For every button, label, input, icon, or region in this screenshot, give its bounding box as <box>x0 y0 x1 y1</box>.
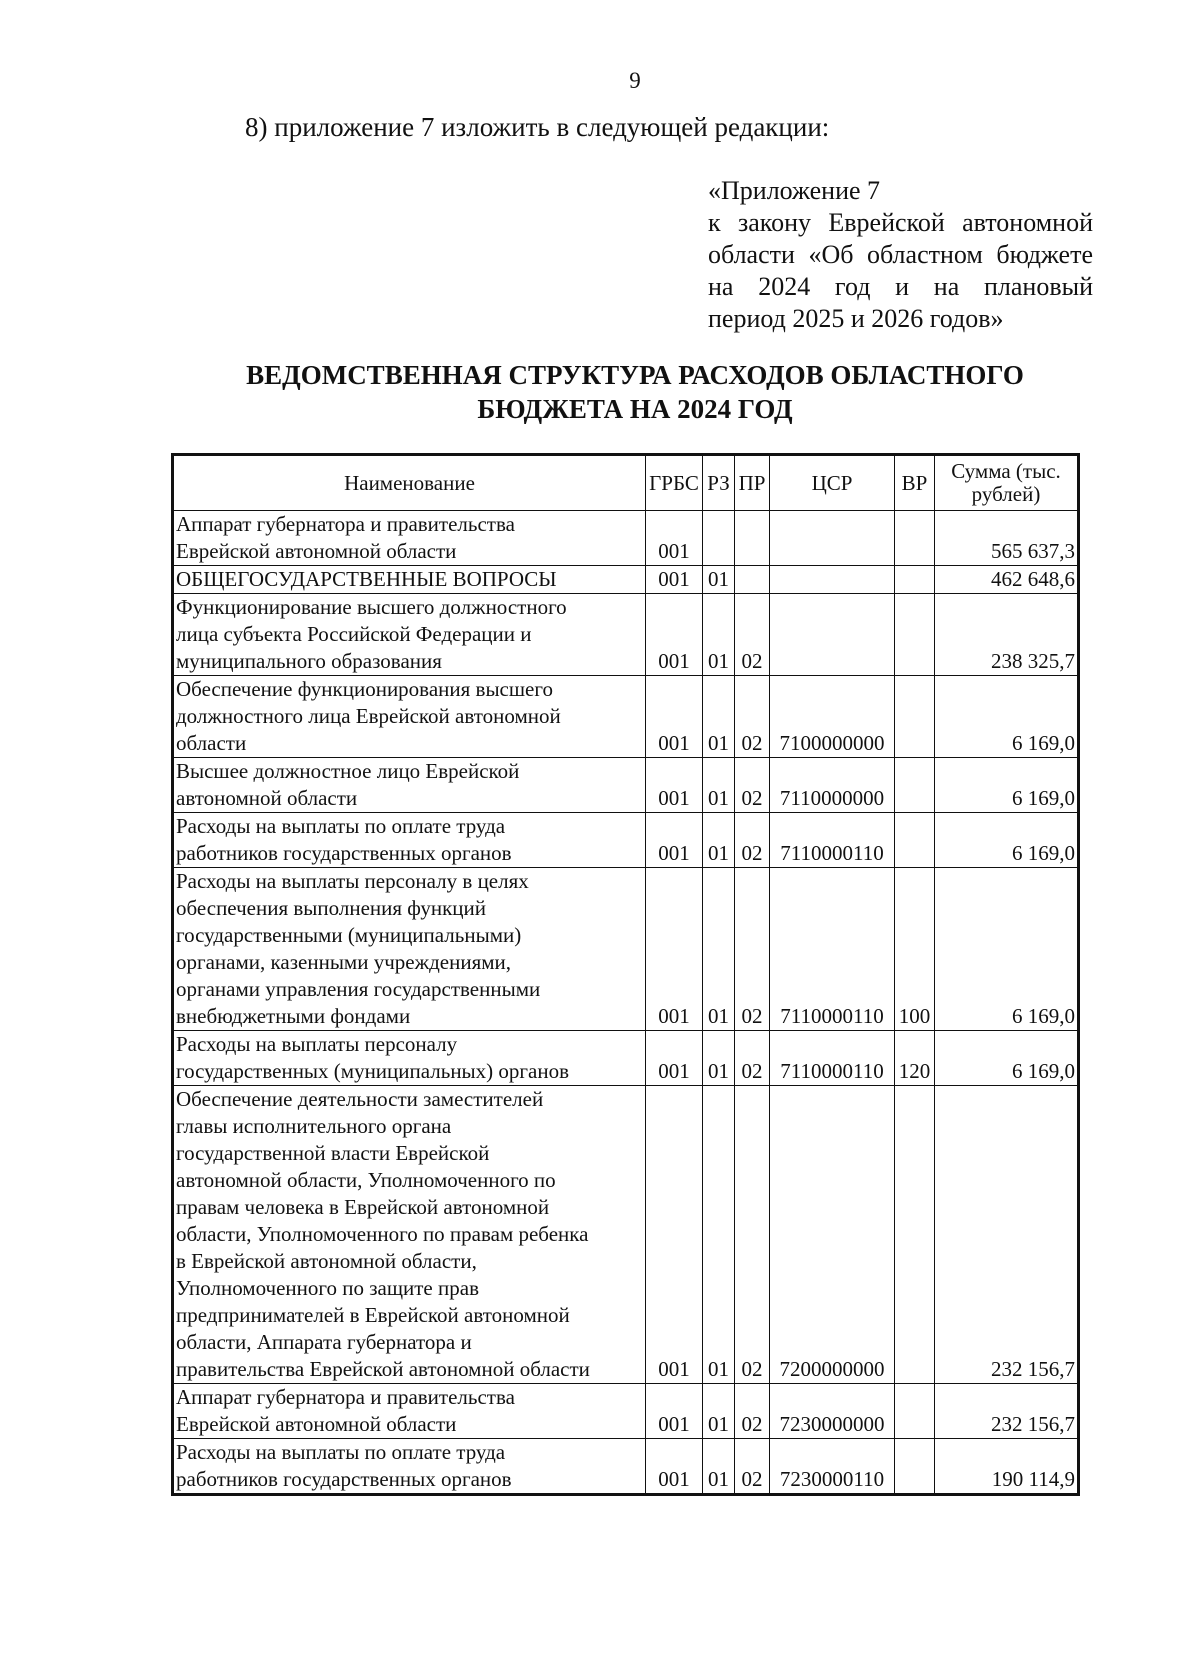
table-row <box>174 758 1078 813</box>
cell-vr <box>895 1086 935 1384</box>
cell-name-line: государственными (муниципальными) <box>176 923 522 947</box>
cell-vr <box>895 758 935 813</box>
cell-grbs: 001 <box>646 813 703 868</box>
cell-rz: 01 <box>703 676 735 758</box>
cell-sum: 6 169,0 <box>935 1031 1078 1086</box>
table-row <box>174 676 1078 758</box>
cell-sum: 6 169,0 <box>935 676 1078 758</box>
cell-name <box>174 758 646 813</box>
cell-grbs: 001 <box>646 511 703 566</box>
cell-pr: 02 <box>735 594 770 676</box>
cell-name <box>174 1086 646 1384</box>
cell-name-line: области, Уполномоченного по правам ребенка <box>176 1222 589 1246</box>
cell-pr: 02 <box>735 1384 770 1439</box>
cell-name-line: органами, казенными учреждениями, <box>176 950 512 974</box>
cell-sum: 232 156,7 <box>935 1086 1078 1384</box>
table-row <box>174 511 1078 566</box>
cell-pr: 02 <box>735 1031 770 1086</box>
cell-pr: 02 <box>735 813 770 868</box>
cell-pr <box>735 566 770 594</box>
cell-name <box>174 1031 646 1086</box>
cell-name-line: Уполномоченного по защите прав <box>176 1276 479 1300</box>
cell-csr: 7110000110 <box>770 868 895 1031</box>
cell-grbs: 001 <box>646 1086 703 1384</box>
cell-name-line: в Еврейской автономной области, <box>176 1249 477 1273</box>
cell-name-line: работников государственных органов <box>176 1467 512 1491</box>
cell-name-line: Еврейской автономной области <box>176 1412 457 1436</box>
title-line: ВЕДОМСТВЕННАЯ СТРУКТУРА РАСХОДОВ ОБЛАСТНОГО <box>246 360 1024 390</box>
cell-name-line: Высшее должностное лицо Еврейской <box>176 759 520 783</box>
cell-name-line: государственной власти Еврейской <box>176 1141 490 1165</box>
table-header-row <box>174 456 1078 511</box>
cell-sum: 6 169,0 <box>935 758 1078 813</box>
cell-sum: 238 325,7 <box>935 594 1078 676</box>
cell-pr: 02 <box>735 758 770 813</box>
cell-name-line: Еврейской автономной области <box>176 539 457 563</box>
cell-sum: 565 637,3 <box>935 511 1078 566</box>
cell-name-line: Расходы на выплаты по оплате труда <box>176 814 506 838</box>
document-title <box>0 358 1200 426</box>
cell-name-line: области <box>176 731 247 755</box>
cell-name-line: внебюджетными фондами <box>176 1004 411 1028</box>
appendix-reference <box>708 175 1093 335</box>
cell-name-line: правительства Еврейской автономной области <box>176 1357 590 1381</box>
cell-name-line: автономной области, Уполномоченного по <box>176 1168 556 1192</box>
cell-rz: 01 <box>703 758 735 813</box>
cell-csr: 7110000110 <box>770 1031 895 1086</box>
cell-pr: 02 <box>735 1439 770 1494</box>
cell-csr: 7230000110 <box>770 1439 895 1494</box>
cell-name <box>174 594 646 676</box>
cell-pr <box>735 511 770 566</box>
cell-name <box>174 813 646 868</box>
cell-csr: 7110000000 <box>770 758 895 813</box>
budget-table <box>173 455 1078 1494</box>
title-line: БЮДЖЕТА НА 2024 ГОД <box>477 394 793 424</box>
appendix-line: области «Об областном бюджете <box>708 240 1093 269</box>
cell-grbs: 001 <box>646 868 703 1031</box>
header-csr: ЦСР <box>770 456 895 511</box>
cell-name-line: правам человека в Еврейской автономной <box>176 1195 550 1219</box>
cell-name <box>174 676 646 758</box>
cell-vr <box>895 813 935 868</box>
cell-vr <box>895 594 935 676</box>
cell-sum: 462 648,6 <box>935 566 1078 594</box>
cell-name-line: Расходы на выплаты персоналу <box>176 1032 458 1056</box>
table-row <box>174 1031 1078 1086</box>
table-row <box>174 594 1078 676</box>
cell-csr: 7100000000 <box>770 676 895 758</box>
cell-name-line: Функционирование высшего должностного <box>176 595 567 619</box>
cell-vr <box>895 1384 935 1439</box>
cell-vr <box>895 1439 935 1494</box>
table-row <box>174 1086 1078 1384</box>
cell-sum: 190 114,9 <box>935 1439 1078 1494</box>
cell-name-line: Расходы на выплаты по оплате труда <box>176 1440 506 1464</box>
table-row <box>174 813 1078 868</box>
cell-name-line: лица субъекта Российской Федерации и <box>176 622 532 646</box>
appendix-line: период 2025 и 2026 годов» <box>708 304 1004 333</box>
cell-name <box>174 511 646 566</box>
header-sum-line: рублей) <box>971 482 1041 506</box>
cell-csr <box>770 594 895 676</box>
header-pr: ПР <box>735 456 770 511</box>
cell-name-line: Обеспечение функционирования высшего <box>176 677 553 701</box>
cell-vr: 120 <box>895 1031 935 1086</box>
cell-name-line: автономной области <box>176 786 358 810</box>
cell-rz: 01 <box>703 1031 735 1086</box>
appendix-line: к закону Еврейской автономной <box>708 208 1093 237</box>
cell-rz: 01 <box>703 1439 735 1494</box>
header-vr: ВР <box>895 456 935 511</box>
cell-name-line: органами управления государственными <box>176 977 541 1001</box>
cell-grbs: 001 <box>646 566 703 594</box>
cell-name-line: ОБЩЕГОСУДАРСТВЕННЫЕ ВОПРОСЫ <box>176 567 557 591</box>
cell-name <box>174 1384 646 1439</box>
cell-name-line: Расходы на выплаты персоналу в целях <box>176 869 529 893</box>
cell-sum: 6 169,0 <box>935 868 1078 1031</box>
cell-name <box>174 566 646 594</box>
cell-rz: 01 <box>703 868 735 1031</box>
cell-grbs: 001 <box>646 594 703 676</box>
cell-name <box>174 1439 646 1494</box>
header-rz: РЗ <box>703 456 735 511</box>
cell-vr <box>895 676 935 758</box>
cell-name-line: Обеспечение деятельности заместителей <box>176 1087 544 1111</box>
header-sum-line: Сумма (тыс. <box>951 459 1061 483</box>
cell-name-line: муниципального образования <box>176 649 442 673</box>
cell-vr: 100 <box>895 868 935 1031</box>
page-number: 9 <box>629 68 641 93</box>
header-name: Наименование <box>174 456 646 511</box>
cell-csr: 7110000110 <box>770 813 895 868</box>
cell-grbs: 001 <box>646 1439 703 1494</box>
cell-vr <box>895 566 935 594</box>
cell-name-line: должностного лица Еврейской автономной <box>176 704 561 728</box>
table-row <box>174 1439 1078 1494</box>
cell-grbs: 001 <box>646 676 703 758</box>
cell-rz: 01 <box>703 566 735 594</box>
cell-name <box>174 868 646 1031</box>
cell-grbs: 001 <box>646 1031 703 1086</box>
cell-name-line: главы исполнительного органа <box>176 1114 452 1138</box>
appendix-line: «Приложение 7 <box>708 176 881 205</box>
cell-rz: 01 <box>703 1086 735 1384</box>
cell-pr: 02 <box>735 676 770 758</box>
cell-name-line: предпринимателей в Еврейской автономной <box>176 1303 570 1327</box>
header-grbs: ГРБС <box>646 456 703 511</box>
instruction-text: 8) приложение 7 изложить в следующей редакции: <box>245 112 830 142</box>
table-row <box>174 868 1078 1031</box>
cell-csr <box>770 566 895 594</box>
table-row <box>174 566 1078 594</box>
cell-name-line: Аппарат губернатора и правительства <box>176 512 515 536</box>
cell-name-line: работников государственных органов <box>176 841 512 865</box>
cell-name-line: обеспечения выполнения функций <box>176 896 487 920</box>
appendix-line: на 2024 год и на плановый <box>708 272 1093 301</box>
cell-sum: 6 169,0 <box>935 813 1078 868</box>
cell-name-line: области, Аппарата губернатора и <box>176 1330 472 1354</box>
cell-csr: 7230000000 <box>770 1384 895 1439</box>
cell-rz <box>703 511 735 566</box>
cell-pr: 02 <box>735 1086 770 1384</box>
cell-rz: 01 <box>703 1384 735 1439</box>
cell-csr <box>770 511 895 566</box>
cell-grbs: 001 <box>646 758 703 813</box>
cell-rz: 01 <box>703 813 735 868</box>
cell-sum: 232 156,7 <box>935 1384 1078 1439</box>
cell-csr: 7200000000 <box>770 1086 895 1384</box>
cell-pr: 02 <box>735 868 770 1031</box>
table-row <box>174 1384 1078 1439</box>
cell-grbs: 001 <box>646 1384 703 1439</box>
cell-name-line: Аппарат губернатора и правительства <box>176 1385 515 1409</box>
cell-vr <box>895 511 935 566</box>
cell-rz: 01 <box>703 594 735 676</box>
header-sum <box>935 456 1078 511</box>
cell-name-line: государственных (муниципальных) органов <box>176 1059 570 1083</box>
